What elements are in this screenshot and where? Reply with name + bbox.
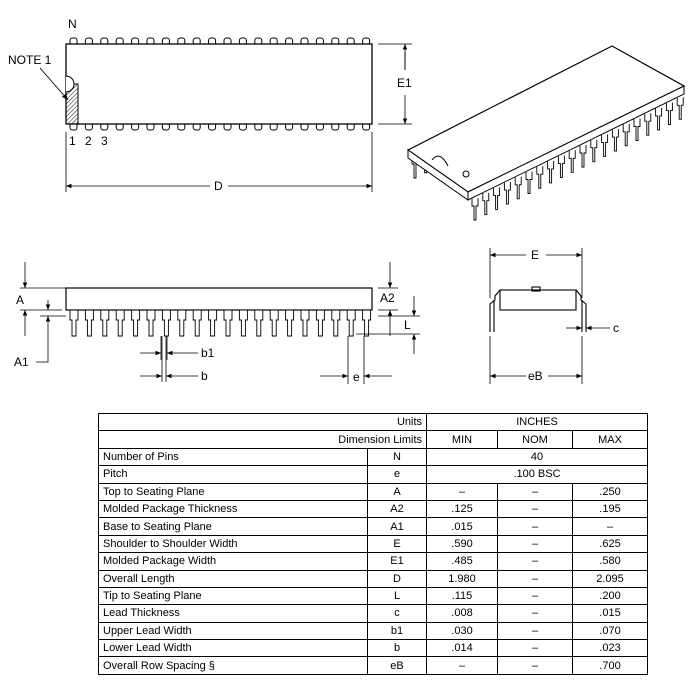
isometric-view (408, 46, 684, 220)
dimension-symbol: A1 (368, 518, 427, 535)
side-lead (85, 310, 93, 336)
dimension-name: Base to Seating Plane (99, 518, 368, 535)
note-label: NOTE 1 (8, 53, 52, 67)
l-label: L (404, 318, 411, 332)
dimension-name: Overall Row Spacing § (99, 657, 368, 674)
dimension-c (566, 321, 619, 335)
iso-front-lead (515, 177, 521, 199)
table-row (99, 518, 648, 535)
table-row (99, 500, 648, 517)
iso-front-lead (504, 182, 510, 204)
dimension-symbol: E (368, 535, 427, 552)
side-lead (116, 310, 124, 336)
a-label: A (16, 293, 25, 307)
iso-front-lead (558, 156, 564, 178)
iso-front-lead (656, 108, 662, 130)
a1-label: A1 (14, 355, 29, 369)
dimension-nom: – (498, 657, 573, 674)
side-lead (178, 310, 186, 336)
dimension-name: Molded Package Width (99, 553, 368, 570)
top-view-body (66, 44, 372, 124)
iso-front-lead (569, 150, 575, 172)
b-label: b (201, 369, 208, 383)
side-lead (363, 310, 371, 336)
iso-front-lead (472, 198, 478, 220)
iso-front-lead (634, 119, 640, 141)
side-lead (316, 310, 324, 336)
column-max: MAX (573, 431, 648, 448)
dimension-symbol: A (368, 483, 427, 500)
iso-front-lead (537, 166, 543, 188)
column-nom: NOM (498, 431, 573, 448)
dimension-name: Lower Lead Width (99, 640, 368, 657)
side-lead (301, 310, 309, 336)
side-lead (147, 310, 155, 336)
dimension-min: .015 (427, 518, 498, 535)
dimension-min: – (427, 657, 498, 674)
iso-front-lead (526, 172, 532, 194)
side-lead (347, 310, 355, 336)
dimension-name: Top to Seating Plane (99, 483, 368, 500)
dimension-min: 1.980 (427, 570, 498, 587)
dimension-symbol: e (368, 466, 427, 483)
side-lead (132, 310, 140, 336)
dimension-max: .625 (573, 535, 648, 552)
table-row (99, 570, 648, 587)
e-pitch-label: e (353, 370, 360, 384)
dimension-nom: – (498, 500, 573, 517)
dimension-name: Shoulder to Shoulder Width (99, 535, 368, 552)
dimension-max: .580 (573, 553, 648, 570)
pin-number-3: 3 (101, 134, 108, 148)
side-lead (239, 310, 247, 336)
dimension-name: Tip to Seating Plane (99, 587, 368, 604)
table-row (99, 657, 648, 674)
dimension-max: .195 (573, 500, 648, 517)
iso-front-lead (612, 129, 618, 151)
note-leader (40, 68, 68, 100)
pin-number-1: 1 (69, 134, 76, 148)
dimension-nom: – (498, 483, 573, 500)
side-lead (162, 310, 170, 336)
dimension-value: .100 BSC (427, 466, 648, 483)
table-row (99, 605, 648, 622)
dimension-max: .015 (573, 605, 648, 622)
dimension-nom: – (498, 570, 573, 587)
dimension-a (16, 262, 66, 336)
side-lead (270, 310, 278, 336)
dimension-name: Number of Pins (99, 448, 368, 465)
dimension-symbol: A2 (368, 500, 427, 517)
e-width-label: E (531, 248, 540, 262)
dimension-symbol: E1 (368, 553, 427, 570)
dimension-limits-label: Dimension Limits (99, 431, 427, 448)
dimension-eb (490, 336, 582, 384)
dimension-name: Pitch (99, 466, 368, 483)
dimension-e-pitch (320, 336, 392, 384)
table-row (99, 448, 648, 465)
eb-label: eB (528, 369, 543, 383)
dimension-symbol: b1 (368, 622, 427, 639)
top-view (8, 17, 412, 193)
iso-front-lead (677, 97, 683, 119)
dimension-symbol: D (368, 570, 427, 587)
iso-front-lead (580, 145, 586, 167)
table-row (99, 535, 648, 552)
dimension-a2 (378, 262, 398, 336)
dimension-nom: – (498, 622, 573, 639)
table-row (99, 640, 648, 657)
dimension-nom: – (498, 587, 573, 604)
iso-top-face (408, 46, 684, 192)
dimension-value: 40 (427, 448, 648, 465)
dimension-min: .115 (427, 587, 498, 604)
dimension-min: .485 (427, 553, 498, 570)
side-lead (193, 310, 201, 336)
dimension-table (98, 413, 648, 675)
dimension-nom: – (498, 518, 573, 535)
b1-label: b1 (201, 346, 215, 360)
table-header-units-row (99, 414, 648, 431)
dimension-name: Lead Thickness (99, 605, 368, 622)
units-value: INCHES (427, 414, 648, 431)
dimension-name: Molded Package Thickness (99, 500, 368, 517)
table-row (99, 622, 648, 639)
dimension-min: .008 (427, 605, 498, 622)
c-label: c (613, 321, 619, 335)
table-row (99, 587, 648, 604)
side-lead (332, 310, 340, 336)
iso-front-lead (602, 134, 608, 156)
iso-front-lead (548, 161, 554, 183)
column-min: MIN (427, 431, 498, 448)
table-row (99, 483, 648, 500)
side-lead (255, 310, 263, 336)
dimension-symbol: c (368, 605, 427, 622)
dimension-max: – (573, 518, 648, 535)
side-view (14, 262, 420, 384)
iso-front-lead (645, 113, 651, 135)
side-view-body (66, 288, 372, 310)
dimension-max: .200 (573, 587, 648, 604)
dimension-d (66, 132, 372, 193)
dimension-min: .590 (427, 535, 498, 552)
iso-front-lead (483, 193, 489, 215)
pin-number-2: 2 (85, 134, 92, 148)
dimension-name: Overall Length (99, 570, 368, 587)
dimension-nom: – (498, 640, 573, 657)
iso-front-lead (623, 124, 629, 146)
side-lead (224, 310, 232, 336)
iso-front-lead (591, 140, 597, 162)
dimension-max: 2.095 (573, 570, 648, 587)
side-lead (286, 310, 294, 336)
e1-label: E1 (397, 76, 412, 90)
dimension-symbol: L (368, 587, 427, 604)
side-lead (209, 310, 217, 336)
dimension-max: .250 (573, 483, 648, 500)
end-view (490, 248, 619, 384)
dimension-nom: – (498, 535, 573, 552)
pin-n-label: N (68, 17, 77, 31)
side-lead (101, 310, 109, 336)
dimension-symbol: N (368, 448, 427, 465)
d-label: D (214, 179, 223, 193)
iso-front-lead (666, 103, 672, 125)
dimension-symbol: b (368, 640, 427, 657)
a2-label: A2 (380, 291, 395, 305)
dimension-name: Upper Lead Width (99, 622, 368, 639)
dimension-nom: – (498, 605, 573, 622)
table-header-limits-row (99, 431, 648, 448)
dimension-nom: – (498, 553, 573, 570)
side-view-leads (70, 310, 371, 336)
units-label: Units (99, 414, 427, 431)
end-view-outline (490, 287, 586, 332)
iso-front-lead (494, 187, 500, 209)
dimension-b (140, 336, 208, 383)
dimension-max: .023 (573, 640, 648, 657)
dimension-symbol: eB (368, 657, 427, 674)
dimension-max: .070 (573, 622, 648, 639)
dimension-min: .014 (427, 640, 498, 657)
dimension-min: .125 (427, 500, 498, 517)
dimension-min: – (427, 483, 498, 500)
dimension-b1 (140, 336, 215, 360)
table-row (99, 466, 648, 483)
dimension-min: .030 (427, 622, 498, 639)
table-row (99, 553, 648, 570)
dimension-e1 (378, 44, 412, 124)
side-lead (70, 310, 78, 336)
dimension-max: .700 (573, 657, 648, 674)
